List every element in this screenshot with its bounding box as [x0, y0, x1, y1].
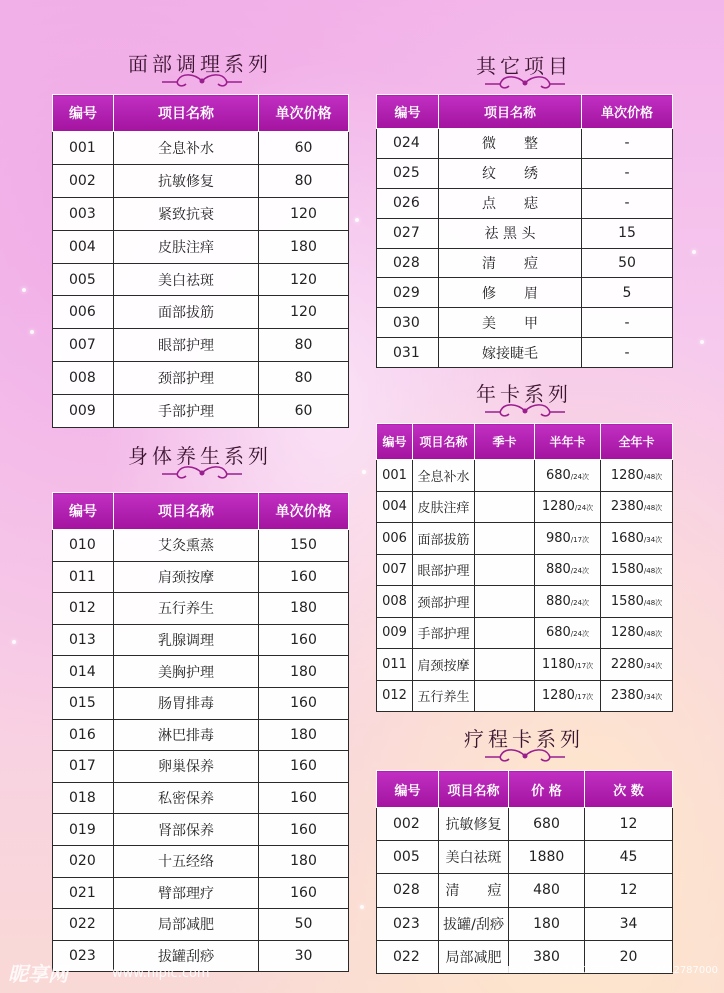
flourish-ornament	[160, 464, 244, 482]
item-name: 淋巴排毒	[114, 719, 259, 751]
table-cell: 011	[377, 649, 413, 681]
table-row	[53, 329, 349, 362]
table-cell	[475, 460, 535, 492]
item-name: 五行养生	[114, 593, 259, 625]
watermark-logo: 昵享网	[8, 962, 68, 986]
table-row	[377, 907, 673, 940]
price-cell	[601, 460, 673, 492]
column-header: 项目名称	[439, 771, 509, 808]
price-value: 1580	[610, 593, 644, 609]
price-cell	[601, 617, 673, 649]
face-series-table	[52, 94, 349, 428]
table-header-row	[377, 95, 673, 129]
session-count: /48次	[643, 472, 663, 481]
price-cell	[601, 523, 673, 555]
item-code: 029	[377, 278, 439, 308]
table-row	[53, 164, 349, 197]
column-header: 项目名称	[413, 424, 475, 460]
item-code: 016	[53, 719, 114, 751]
sparkle	[22, 288, 26, 292]
item-value: 120	[259, 263, 349, 296]
session-count: /48次	[643, 598, 663, 607]
item-code: 013	[53, 624, 114, 656]
item-code: 006	[53, 296, 114, 329]
price-value: 1680	[610, 530, 644, 546]
item-code: 010	[53, 530, 114, 562]
item-value: 160	[259, 624, 349, 656]
flourish-ornament	[483, 747, 567, 765]
column-header: 编号	[377, 95, 439, 129]
item-name: 艾灸熏蒸	[114, 530, 259, 562]
table-row	[377, 158, 673, 188]
item-name: 纹 绣	[439, 158, 582, 188]
table-cell: 007	[377, 554, 413, 586]
table-row	[53, 561, 349, 593]
session-count: /24次	[570, 472, 590, 481]
table-row	[53, 877, 349, 909]
table-row	[53, 687, 349, 719]
table-row	[53, 197, 349, 230]
item-name: 皮肤注痒	[114, 230, 259, 263]
price-value: 680	[545, 467, 571, 483]
price-value: 880	[545, 562, 571, 578]
item-name: 清 痘	[439, 874, 509, 907]
table-cell: 肩颈按摩	[413, 649, 475, 681]
price-cell	[535, 491, 601, 523]
price-value: 1280	[610, 625, 644, 641]
item-value: 180	[259, 719, 349, 751]
price-cell	[535, 523, 601, 555]
sparkle	[362, 470, 366, 474]
price-value: 2380	[610, 499, 644, 515]
table-row	[53, 814, 349, 846]
price-value: 2280	[610, 656, 644, 672]
item-name: 手部护理	[114, 395, 259, 428]
other-items-table	[376, 94, 673, 368]
table-cell: 004	[377, 491, 413, 523]
table-row	[377, 874, 673, 907]
item-code: 002	[377, 808, 439, 841]
price-cell	[535, 617, 601, 649]
item-code: 004	[53, 230, 114, 263]
item-name: 美白祛斑	[439, 841, 509, 874]
item-code: 005	[377, 841, 439, 874]
item-value: 12	[585, 808, 673, 841]
table-row	[377, 218, 673, 248]
table-row	[377, 338, 673, 368]
price-cell	[535, 586, 601, 618]
table-row	[53, 132, 349, 165]
table-row	[377, 808, 673, 841]
item-value: -	[582, 308, 673, 338]
item-code: 028	[377, 248, 439, 278]
table-cell	[475, 617, 535, 649]
item-value: 80	[259, 329, 349, 362]
item-name: 私密保养	[114, 782, 259, 814]
item-name: 修 眉	[439, 278, 582, 308]
item-code: 025	[377, 158, 439, 188]
item-value: 60	[259, 395, 349, 428]
table-row	[53, 624, 349, 656]
item-code: 027	[377, 218, 439, 248]
table-cell: 008	[377, 586, 413, 618]
table-row	[53, 395, 349, 428]
item-code: 030	[377, 308, 439, 338]
item-name: 颈部护理	[114, 362, 259, 395]
item-name: 拔罐刮痧	[114, 940, 259, 972]
item-name: 全息补水	[114, 132, 259, 165]
table-row	[377, 278, 673, 308]
item-code: 017	[53, 751, 114, 783]
session-count: /17次	[574, 661, 594, 670]
item-value: 20	[585, 940, 673, 973]
item-name: 嫁接睫毛	[439, 338, 582, 368]
watermark-id: ID:19505297 NO:20150731174412787000	[504, 965, 718, 976]
item-name: 点 痣	[439, 188, 582, 218]
price-cell	[601, 680, 673, 712]
table-row	[53, 719, 349, 751]
table-row	[377, 460, 673, 492]
item-code: 031	[377, 338, 439, 368]
table-row	[377, 617, 673, 649]
sparkle	[700, 340, 704, 344]
section-title-course: 疗程卡系列	[464, 727, 584, 751]
column-header: 全年卡	[601, 424, 673, 460]
column-header: 项目名称	[114, 493, 259, 530]
section-title-other: 其它项目	[476, 54, 572, 78]
item-code: 020	[53, 845, 114, 877]
session-count: /34次	[643, 535, 663, 544]
table-cell: 001	[377, 460, 413, 492]
item-value: 50	[582, 248, 673, 278]
sparkle	[692, 250, 696, 254]
table-cell	[475, 554, 535, 586]
table-row	[377, 649, 673, 681]
item-name: 臂部理疗	[114, 877, 259, 909]
item-name: 美 甲	[439, 308, 582, 338]
year-card-table	[376, 423, 673, 712]
table-row	[377, 841, 673, 874]
column-header: 项目名称	[114, 95, 259, 132]
item-name: 面部拔筋	[114, 296, 259, 329]
item-code: 005	[53, 263, 114, 296]
price-cell	[601, 554, 673, 586]
table-cell: 面部拔筋	[413, 523, 475, 555]
table-cell: 全息补水	[413, 460, 475, 492]
table-cell: 009	[377, 617, 413, 649]
item-value: -	[582, 338, 673, 368]
item-name: 紧致抗衰	[114, 197, 259, 230]
item-name: 肾部保养	[114, 814, 259, 846]
item-value: 34	[585, 907, 673, 940]
item-name: 肠胃排毒	[114, 687, 259, 719]
item-value: 180	[259, 593, 349, 625]
table-row	[377, 554, 673, 586]
price-value: 680	[545, 625, 571, 641]
price-cell	[535, 680, 601, 712]
table-cell	[475, 491, 535, 523]
item-code: 024	[377, 129, 439, 159]
table-row	[377, 523, 673, 555]
section-title-year: 年卡系列	[476, 382, 572, 406]
table-cell: 皮肤注痒	[413, 491, 475, 523]
table-row	[53, 530, 349, 562]
section-title-face: 面部调理系列	[128, 52, 272, 76]
session-count: /34次	[643, 693, 663, 702]
item-code: 022	[53, 909, 114, 941]
table-cell	[475, 680, 535, 712]
table-header-row	[377, 424, 673, 460]
price-value: 1580	[610, 562, 644, 578]
price-value: 1280	[610, 467, 644, 483]
item-value: 160	[259, 687, 349, 719]
item-name: 美胸护理	[114, 656, 259, 688]
table-row	[377, 680, 673, 712]
column-header: 编号	[53, 95, 114, 132]
column-header: 编号	[377, 771, 439, 808]
item-name: 祛 黑 头	[439, 218, 582, 248]
item-name: 局部减肥	[114, 909, 259, 941]
item-value: 150	[259, 530, 349, 562]
table-row	[53, 296, 349, 329]
item-value: 180	[509, 907, 585, 940]
item-code: 012	[53, 593, 114, 625]
table-cell: 眼部护理	[413, 554, 475, 586]
price-cell	[535, 554, 601, 586]
item-value: 5	[582, 278, 673, 308]
sparkle	[360, 905, 364, 909]
flourish-ornament	[483, 74, 567, 92]
item-value: 15	[582, 218, 673, 248]
item-code: 008	[53, 362, 114, 395]
table-cell: 颈部护理	[413, 586, 475, 618]
table-row	[377, 129, 673, 159]
item-value: 160	[259, 561, 349, 593]
column-header: 单次价格	[259, 493, 349, 530]
session-count: /24次	[570, 598, 590, 607]
sparkle	[355, 218, 359, 222]
item-value: 80	[259, 164, 349, 197]
item-code: 015	[53, 687, 114, 719]
price-value: 1280	[541, 499, 575, 515]
price-value: 2380	[610, 688, 644, 704]
item-value: -	[582, 188, 673, 218]
item-code: 011	[53, 561, 114, 593]
item-name: 抗敏修复	[439, 808, 509, 841]
item-value: 50	[259, 909, 349, 941]
item-value: 480	[509, 874, 585, 907]
item-code: 019	[53, 814, 114, 846]
price-value: 880	[545, 593, 571, 609]
table-row	[53, 751, 349, 783]
item-code: 003	[53, 197, 114, 230]
table-row	[53, 362, 349, 395]
item-value: 80	[259, 362, 349, 395]
item-name: 眼部护理	[114, 329, 259, 362]
item-value: 380	[509, 940, 585, 973]
table-row	[377, 491, 673, 523]
table-header-row	[53, 493, 349, 530]
price-cell	[601, 491, 673, 523]
table-row	[377, 308, 673, 338]
table-cell: 手部护理	[413, 617, 475, 649]
column-header: 编号	[377, 424, 413, 460]
sparkle	[30, 330, 34, 334]
table-header-row	[53, 95, 349, 132]
table-row	[53, 845, 349, 877]
table-row	[53, 263, 349, 296]
table-cell	[475, 586, 535, 618]
session-count: /48次	[643, 504, 663, 513]
column-header: 项目名称	[439, 95, 582, 129]
sparkle	[12, 640, 16, 644]
price-value: 1180	[541, 656, 575, 672]
item-value: 180	[259, 845, 349, 877]
item-name: 抗敏修复	[114, 164, 259, 197]
item-value: -	[582, 158, 673, 188]
item-value: 30	[259, 940, 349, 972]
flourish-ornament	[160, 72, 244, 90]
price-cell	[601, 649, 673, 681]
column-header: 编号	[53, 493, 114, 530]
session-count: /24次	[570, 630, 590, 639]
column-header: 单次价格	[582, 95, 673, 129]
table-cell: 五行养生	[413, 680, 475, 712]
item-value: -	[582, 129, 673, 159]
item-code: 014	[53, 656, 114, 688]
session-count: /24次	[574, 504, 594, 513]
item-code: 009	[53, 395, 114, 428]
item-name: 卵巢保养	[114, 751, 259, 783]
session-count: /17次	[570, 535, 590, 544]
price-value: 1280	[541, 688, 575, 704]
item-value: 1880	[509, 841, 585, 874]
column-header: 单次价格	[259, 95, 349, 132]
table-cell	[475, 523, 535, 555]
price-cell	[601, 586, 673, 618]
watermark-url: www.nipic.com	[112, 966, 210, 981]
column-header: 次 数	[585, 771, 673, 808]
item-value: 12	[585, 874, 673, 907]
item-value: 45	[585, 841, 673, 874]
item-value: 680	[509, 808, 585, 841]
table-row	[53, 230, 349, 263]
table-row	[53, 656, 349, 688]
price-cell	[535, 649, 601, 681]
section-title-body: 身体养生系列	[128, 444, 272, 468]
table-row	[53, 593, 349, 625]
item-name: 肩颈按摩	[114, 561, 259, 593]
item-value: 160	[259, 782, 349, 814]
table-cell	[475, 649, 535, 681]
item-code: 001	[53, 132, 114, 165]
item-code: 007	[53, 329, 114, 362]
item-code: 028	[377, 874, 439, 907]
item-value: 160	[259, 814, 349, 846]
item-code: 026	[377, 188, 439, 218]
course-card-table	[376, 770, 673, 974]
session-count: /24次	[570, 567, 590, 576]
item-code: 021	[53, 877, 114, 909]
item-value: 120	[259, 197, 349, 230]
table-row	[377, 188, 673, 218]
item-value: 180	[259, 230, 349, 263]
table-cell: 006	[377, 523, 413, 555]
session-count: /48次	[643, 567, 663, 576]
item-code: 018	[53, 782, 114, 814]
item-value: 160	[259, 877, 349, 909]
item-value: 160	[259, 751, 349, 783]
session-count: /34次	[643, 661, 663, 670]
flourish-ornament	[483, 402, 567, 420]
column-header: 半年卡	[535, 424, 601, 460]
table-row	[377, 586, 673, 618]
table-header-row	[377, 771, 673, 808]
session-count: /48次	[643, 630, 663, 639]
item-value: 180	[259, 656, 349, 688]
item-code: 023	[53, 940, 114, 972]
price-cell	[535, 460, 601, 492]
item-name: 美白祛斑	[114, 263, 259, 296]
column-header: 季卡	[475, 424, 535, 460]
item-name: 微 整	[439, 129, 582, 159]
table-cell: 012	[377, 680, 413, 712]
item-code: 002	[53, 164, 114, 197]
table-row	[53, 782, 349, 814]
table-row	[377, 248, 673, 278]
item-name: 拔罐/刮痧	[439, 907, 509, 940]
item-code: 022	[377, 940, 439, 973]
body-series-table	[52, 492, 349, 972]
table-row	[53, 909, 349, 941]
item-value: 60	[259, 132, 349, 165]
session-count: /17次	[574, 693, 594, 702]
price-value: 980	[545, 530, 571, 546]
item-name: 乳腺调理	[114, 624, 259, 656]
item-value: 120	[259, 296, 349, 329]
item-code: 023	[377, 907, 439, 940]
item-name: 清 痘	[439, 248, 582, 278]
column-header: 价 格	[509, 771, 585, 808]
item-name: 局部减肥	[439, 940, 509, 973]
item-name: 十五经络	[114, 845, 259, 877]
